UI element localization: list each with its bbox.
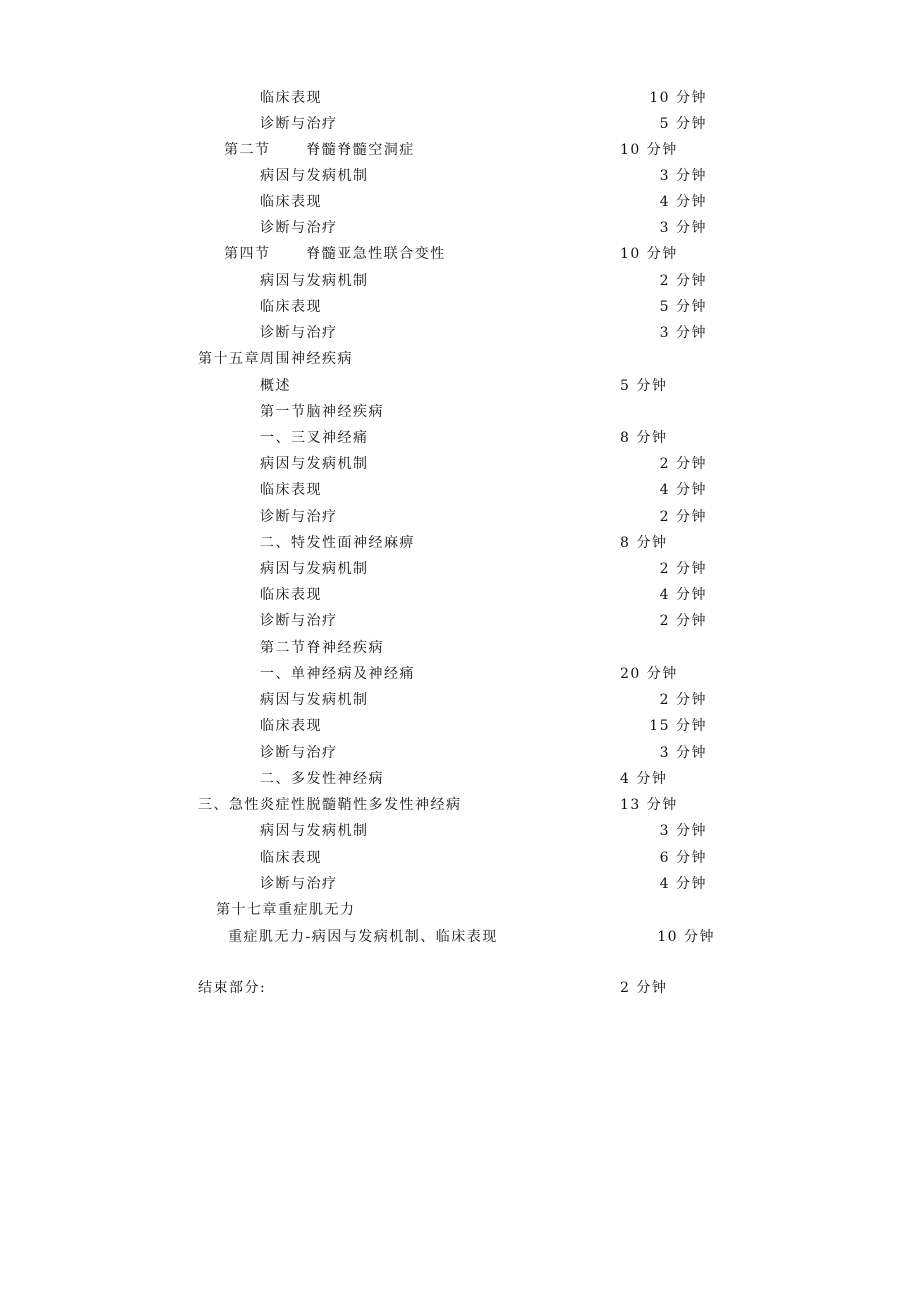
outline-row — [0, 691, 920, 717]
chapter-row — [0, 901, 920, 927]
row-label: 第十五章周围神经疾病 — [198, 351, 353, 367]
outline-row — [0, 455, 920, 481]
row-time: 20 分钟 — [620, 666, 678, 682]
row-label: 病因与发病机制 — [260, 692, 369, 708]
row-label: 重症肌无力-病因与发病机制、临床表现 — [228, 929, 498, 945]
row-label: 第二节脊神经疾病 — [260, 640, 384, 656]
outline-row — [0, 534, 920, 560]
row-time: 4 分钟 — [659, 876, 707, 892]
outline-row — [0, 586, 920, 612]
row-label: 第十七章重症肌无力 — [216, 902, 356, 918]
outline-row — [0, 508, 920, 534]
outline-row — [0, 429, 920, 455]
row-time: 3 分钟 — [659, 325, 707, 341]
row-time: 10 分钟 — [620, 246, 678, 262]
row-time: 15 分钟 — [649, 718, 707, 734]
outline-row — [0, 875, 920, 901]
section-row — [0, 403, 920, 429]
outline-row — [0, 115, 920, 141]
outline-row — [0, 822, 920, 848]
outline-row — [0, 560, 920, 586]
row-time: 10 分钟 — [657, 929, 715, 945]
row-label: 临床表现 — [260, 718, 322, 734]
outline-row — [0, 849, 920, 875]
outline-row — [0, 612, 920, 638]
row-time: 2 分钟 — [659, 561, 707, 577]
row-label: 临床表现 — [260, 587, 322, 603]
row-label: 诊断与治疗 — [260, 509, 338, 525]
outline-row — [0, 219, 920, 245]
row-label: 二、特发性面神经麻痹 — [260, 535, 415, 551]
row-time: 2 分钟 — [659, 456, 707, 472]
row-time: 8 分钟 — [620, 535, 668, 551]
row-label: 病因与发病机制 — [260, 456, 369, 472]
row-time: 4 分钟 — [659, 587, 707, 603]
row-label: 临床表现 — [260, 299, 322, 315]
row-label: 诊断与治疗 — [260, 745, 338, 761]
row-label: 诊断与治疗 — [260, 116, 338, 132]
row-time: 3 分钟 — [659, 168, 707, 184]
row-time: 10 分钟 — [620, 142, 678, 158]
section-row — [0, 245, 920, 271]
row-label: 一、单神经病及神经痛 — [260, 666, 415, 682]
row-time: 2 分钟 — [620, 980, 668, 996]
outline-row — [0, 928, 920, 954]
outline-row — [0, 167, 920, 193]
outline-row — [0, 770, 920, 796]
row-label: 临床表现 — [260, 90, 322, 106]
row-label: 临床表现 — [260, 850, 322, 866]
row-label: 临床表现 — [260, 194, 322, 210]
outline-row — [0, 481, 920, 507]
row-time: 5 分钟 — [620, 378, 668, 394]
outline-row — [0, 89, 920, 115]
row-label: 病因与发病机制 — [260, 168, 369, 184]
outline-row — [0, 377, 920, 403]
row-label: 一、三叉神经痛 — [260, 430, 369, 446]
row-label: 结束部分: — [198, 980, 267, 996]
row-time: 2 分钟 — [659, 273, 707, 289]
row-time: 2 分钟 — [659, 613, 707, 629]
row-time: 5 分钟 — [659, 299, 707, 315]
row-time: 3 分钟 — [659, 745, 707, 761]
outline-row — [0, 272, 920, 298]
outline-row — [0, 665, 920, 691]
row-label: 病因与发病机制 — [260, 561, 369, 577]
row-label: 临床表现 — [260, 482, 322, 498]
outline-row — [0, 298, 920, 324]
row-label: 诊断与治疗 — [260, 613, 338, 629]
row-time: 2 分钟 — [659, 692, 707, 708]
outline-row — [0, 324, 920, 350]
chapter-row — [0, 350, 920, 376]
row-label: 三、急性炎症性脱髓鞘性多发性神经病 — [198, 797, 462, 813]
row-label: 二、多发性神经病 — [260, 771, 384, 787]
row-time: 3 分钟 — [659, 823, 707, 839]
outline-row — [0, 744, 920, 770]
section-row — [0, 639, 920, 665]
outline-row — [0, 193, 920, 219]
row-time: 8 分钟 — [620, 430, 668, 446]
row-time: 3 分钟 — [659, 220, 707, 236]
row-time: 6 分钟 — [659, 850, 707, 866]
row-time: 2 分钟 — [659, 509, 707, 525]
row-label: 第四节 脊髓亚急性联合变性 — [224, 246, 446, 262]
row-time: 4 分钟 — [659, 482, 707, 498]
row-label: 病因与发病机制 — [260, 823, 369, 839]
closing-row — [0, 979, 920, 1005]
row-time: 4 分钟 — [620, 771, 668, 787]
row-label: 病因与发病机制 — [260, 273, 369, 289]
row-label: 诊断与治疗 — [260, 876, 338, 892]
outline-row — [0, 717, 920, 743]
row-time: 5 分钟 — [659, 116, 707, 132]
row-label: 第一节脑神经疾病 — [260, 404, 384, 420]
section-row — [0, 141, 920, 167]
row-time: 4 分钟 — [659, 194, 707, 210]
outline-row — [0, 796, 920, 822]
row-label: 诊断与治疗 — [260, 220, 338, 236]
row-label: 诊断与治疗 — [260, 325, 338, 341]
row-time: 10 分钟 — [649, 90, 707, 106]
row-label: 概述 — [260, 378, 291, 394]
row-time: 13 分钟 — [620, 797, 678, 813]
row-label: 第二节 脊髓脊髓空洞症 — [224, 142, 415, 158]
